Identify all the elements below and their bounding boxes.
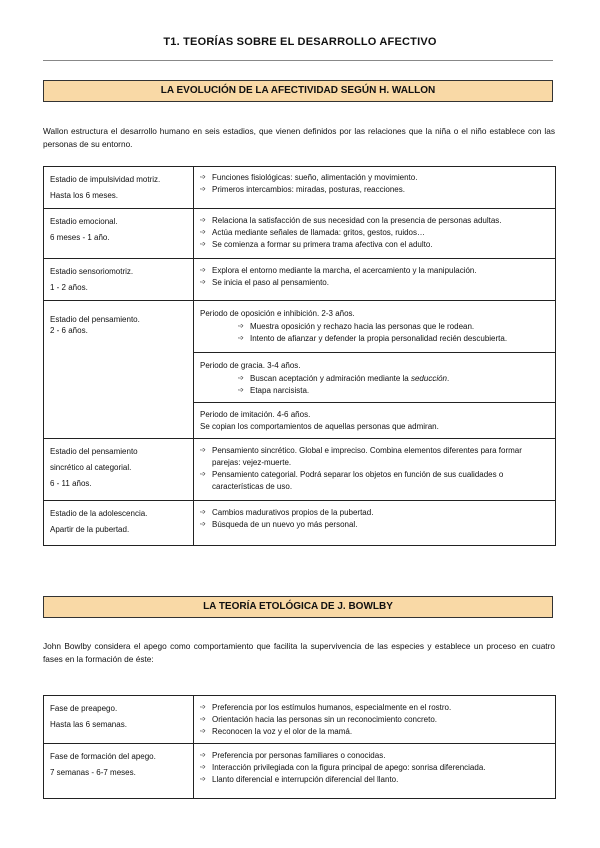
list-item: ➩ Reconocen la voz y el olor de la mamá. — [200, 726, 549, 738]
period-title: Periodo de oposición e inhibición. 2-3 años. — [200, 309, 355, 318]
list-item: ➩ Funciones fisiológicas: sueño, alimentación y movimiento. — [200, 172, 549, 184]
stage-age: 1 - 2 años. — [50, 283, 88, 292]
stage-name: Estadio sensoriomotriz. — [50, 267, 134, 276]
table-row — [44, 439, 556, 501]
stage-details — [194, 501, 556, 546]
stage-name: Fase de formación del apego. — [50, 752, 156, 761]
list-item: ➩ Actúa mediante señales de llamada: gritos, gestos, ruidos… — [200, 227, 549, 239]
list-item: ➩ Llanto diferencial e interrupción diferencial del llanto. — [200, 774, 549, 786]
period-cell — [194, 403, 556, 439]
list-item: ➩ Etapa narcisista. — [238, 385, 549, 397]
stage-cell — [44, 744, 194, 799]
list-item: ➩ Cambios madurativos propios de la pubertad. — [200, 507, 549, 519]
emphasis-text: seducción — [410, 374, 448, 383]
stage-cell — [44, 209, 194, 259]
stage-cell — [44, 501, 194, 546]
stage-details — [194, 439, 556, 501]
wallon-table — [43, 166, 556, 546]
stage-name: Estadio de la adolescencia. — [50, 509, 148, 518]
stage-name: Estadio del pensamiento. — [50, 315, 140, 324]
stage-details — [194, 167, 556, 209]
list-item: ➩ Pensamiento categorial. Podrá separar los objetos en función de sus cualidades o características de uso. — [200, 469, 549, 493]
list-item: ➩ Muestra oposición y rechazo hacia las personas que le rodean. — [238, 321, 549, 333]
list-item: ➩ Orientación hacia las personas sin un reconocimiento concreto. — [200, 714, 549, 726]
stage-name: Fase de preapego. — [50, 704, 118, 713]
list-item: ➩ Se inicia el paso al pensamiento. — [200, 277, 549, 289]
list-item: ➩ Preferencia por los estímulos humanos, especialmente en el rostro. — [200, 702, 549, 714]
stage-cell — [44, 301, 194, 439]
stage-name: Estadio de impulsividad motriz. — [50, 175, 161, 184]
list-item: ➩ Se comienza a formar su primera trama afectiva con el adulto. — [200, 239, 549, 251]
stage-cell — [44, 259, 194, 301]
table-row — [44, 259, 556, 301]
wallon-section-heading: LA EVOLUCIÓN DE LA AFECTIVIDAD SEGÚN H. WALLON — [43, 80, 553, 102]
period-cell — [194, 301, 556, 353]
list-item: ➩ Búsqueda de un nuevo yo más personal. — [200, 519, 549, 531]
list-item: ➩ Explora el entorno mediante la marcha, el acercamiento y la manipulación. — [200, 265, 549, 277]
period-cell — [194, 353, 556, 403]
stage-age: Apartir de la pubertad. — [50, 525, 130, 534]
stage-age: 7 semanas - 6-7 meses. — [50, 768, 136, 777]
table-row — [44, 167, 556, 209]
table-row — [44, 501, 556, 546]
stage-details — [194, 744, 556, 799]
stage-age: 6 - 11 años. — [50, 479, 92, 488]
table-row — [44, 696, 556, 744]
period-title: Periodo de gracia. 3-4 años. — [200, 361, 301, 370]
wallon-intro: Wallon estructura el desarrollo humano en seis estadios, que vienen definidos por las relaciones que la niña o el niño establece con las personas de su entorno. — [43, 126, 555, 149]
stage-details — [194, 209, 556, 259]
bowlby-table — [43, 695, 556, 799]
title-divider — [43, 60, 553, 61]
list-item: ➩ Interacción privilegiada con la figura principal de apego: sonrisa diferenciada. — [200, 762, 549, 774]
list-item — [238, 373, 549, 385]
stage-age: 6 meses - 1 año. — [50, 233, 110, 242]
list-item: ➩ Primeros intercambios: miradas, posturas, reacciones. — [200, 184, 549, 196]
stage-name: Estadio emocional. — [50, 217, 118, 226]
document-title: T1. TEORÍAS SOBRE EL DESARROLLO AFECTIVO — [163, 36, 437, 48]
list-item-text: Buscan aceptación y admiración mediante la — [250, 374, 411, 383]
stage-age: 2 - 6 años. — [50, 326, 88, 335]
bowlby-section-heading: LA TEORÍA ETOLÓGICA DE J. BOWLBY — [43, 596, 553, 618]
stage-age: Hasta los 6 meses. — [50, 191, 119, 200]
table-row — [44, 301, 556, 353]
stage-age: Hasta las 6 semanas. — [50, 720, 127, 729]
stage-details — [194, 696, 556, 744]
list-item: ➩ Pensamiento sincrético. Global e impreciso. Combina elementos diferentes para formar parejas: vejez-muerte. — [200, 445, 549, 469]
table-row — [44, 744, 556, 799]
bowlby-intro: John Bowlby considera el apego como comportamiento que facilita la supervivencia de las especies y establece un proceso en cuatro fases en la formación de éste: — [43, 641, 555, 664]
stage-name-cont: sincrético al categorial. — [50, 463, 132, 472]
list-item: ➩ Relaciona la satisfacción de sus necesidad con la presencia de personas adultas. — [200, 215, 549, 227]
stage-cell — [44, 167, 194, 209]
period-title: Periodo de imitación. 4-6 años. — [200, 410, 311, 419]
stage-name: Estadio del pensamiento — [50, 447, 138, 456]
list-item: ➩ Preferencia por personas familiares o conocidas. — [200, 750, 549, 762]
list-item-end: . — [447, 374, 450, 383]
stage-cell — [44, 439, 194, 501]
list-item: ➩ Intento de afianzar y defender la propia personalidad recién descubierta. — [238, 333, 549, 345]
stage-details — [194, 259, 556, 301]
period-text: Se copian los comportamientos de aquellas personas que admiran. — [200, 422, 439, 431]
table-row — [44, 209, 556, 259]
stage-cell — [44, 696, 194, 744]
